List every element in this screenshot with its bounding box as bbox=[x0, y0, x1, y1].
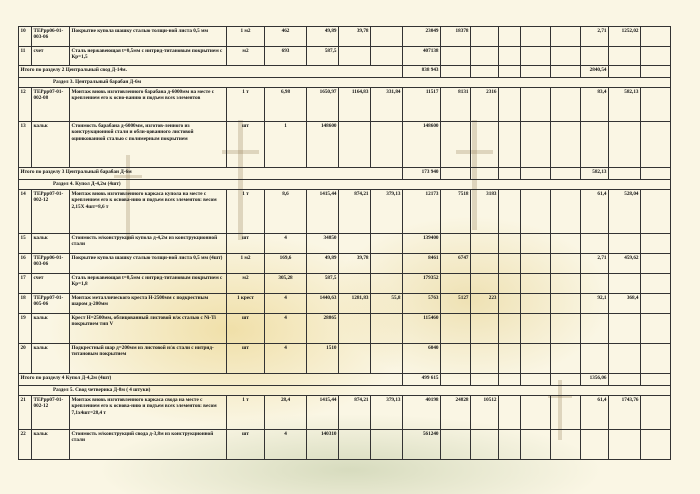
unit: шт bbox=[227, 234, 265, 254]
estimate-table bbox=[18, 26, 671, 460]
empty-cell bbox=[521, 122, 551, 168]
unit-price-machines bbox=[371, 314, 403, 344]
total-cost: 179352 bbox=[403, 274, 441, 294]
rate-code: ТЕРрр07-01-005-06 bbox=[32, 294, 70, 314]
total-labor bbox=[441, 314, 471, 344]
quantity: 4 bbox=[265, 314, 307, 344]
empty-cell bbox=[521, 294, 551, 314]
empty-cell bbox=[521, 168, 551, 180]
work-description: Крест Н=2500мм, облицованный листовой н/ж сталью с Ni-Ti покрытием тип V bbox=[70, 314, 227, 344]
empty-cell bbox=[521, 430, 551, 460]
total-sum: 173 940 bbox=[403, 168, 441, 180]
total-machines: 10512 bbox=[471, 396, 499, 430]
rate-code: ТЕРрр07-01-002-08 bbox=[32, 88, 70, 122]
empty-cell bbox=[551, 122, 581, 168]
total-cost: 8461 bbox=[403, 254, 441, 274]
empty-cell bbox=[521, 396, 551, 430]
labor-rate: 92,1 bbox=[581, 294, 609, 314]
section-header-row bbox=[19, 78, 671, 88]
empty-cell bbox=[521, 66, 551, 78]
unit-price-machines: 55,8 bbox=[371, 294, 403, 314]
unit-price: 140310 bbox=[307, 430, 339, 460]
section-header-row bbox=[19, 180, 671, 190]
total-cost: 11517 bbox=[403, 88, 441, 122]
unit-price-machines: 379,13 bbox=[371, 190, 403, 234]
unit: шт bbox=[227, 430, 265, 460]
empty-cell bbox=[641, 122, 671, 168]
rate-code: ТЕРрр06-01-003-06 bbox=[32, 27, 70, 47]
unit-price: 1510 bbox=[307, 344, 339, 374]
total-other bbox=[499, 396, 521, 430]
empty-cell bbox=[641, 314, 671, 344]
total-sum: 838 943 bbox=[403, 66, 441, 78]
total-sum: 499 615 bbox=[403, 374, 441, 386]
unit: м2 bbox=[227, 47, 265, 66]
unit-price-machines: 331,84 bbox=[371, 88, 403, 122]
total-cost: 40198 bbox=[403, 396, 441, 430]
empty-cell bbox=[441, 374, 471, 386]
total-other bbox=[499, 88, 521, 122]
table-row bbox=[19, 274, 671, 294]
empty-cell bbox=[471, 66, 499, 78]
row-number: 10 bbox=[19, 27, 32, 47]
quantity: 305,28 bbox=[265, 274, 307, 294]
empty-cell bbox=[551, 374, 581, 386]
total-cost: 6040 bbox=[403, 344, 441, 374]
unit-price: 587,5 bbox=[307, 47, 339, 66]
empty-cell bbox=[641, 66, 671, 78]
empty-cell bbox=[441, 168, 471, 180]
labor-rate: 2,71 bbox=[581, 254, 609, 274]
labor-total: 1743,76 bbox=[609, 396, 641, 430]
unit-price: 1415,44 bbox=[307, 190, 339, 234]
unit: шт bbox=[227, 344, 265, 374]
empty-cell bbox=[551, 88, 581, 122]
rate-code: ТЕРрр06-01-003-06 bbox=[32, 254, 70, 274]
unit-price-labor bbox=[339, 430, 371, 460]
work-description: Монтаж металлического креста Н-2500мм с подкрестным шаром д-200мм bbox=[70, 294, 227, 314]
labor-rate bbox=[581, 344, 609, 374]
row-number: 11 bbox=[19, 47, 32, 66]
total-machines bbox=[471, 344, 499, 374]
empty-cell bbox=[499, 374, 521, 386]
labor-total: 1252,02 bbox=[609, 27, 641, 47]
empty-cell bbox=[551, 430, 581, 460]
empty-cell bbox=[521, 234, 551, 254]
row-number: 19 bbox=[19, 314, 32, 344]
table-row bbox=[19, 88, 671, 122]
total-wage: 1356,06 bbox=[581, 374, 609, 386]
total-cost: 23049 bbox=[403, 27, 441, 47]
empty-cell bbox=[521, 27, 551, 47]
total-label: Итого по разделу 2 Центральный свод Д-14м. bbox=[19, 66, 403, 78]
unit-price: 1415,44 bbox=[307, 396, 339, 430]
empty-cell bbox=[609, 66, 641, 78]
empty-cell bbox=[521, 190, 551, 234]
rate-code: кальк bbox=[32, 314, 70, 344]
empty-cell bbox=[641, 88, 671, 122]
empty-cell bbox=[471, 374, 499, 386]
quantity: 6,98 bbox=[265, 88, 307, 122]
empty-cell bbox=[471, 168, 499, 180]
empty-cell bbox=[441, 66, 471, 78]
row-number: 15 bbox=[19, 234, 32, 254]
quantity: 693 bbox=[265, 47, 307, 66]
empty-cell bbox=[521, 254, 551, 274]
labor-rate bbox=[581, 314, 609, 344]
total-machines bbox=[471, 27, 499, 47]
total-labor: 6747 bbox=[441, 254, 471, 274]
unit: 1 м2 bbox=[227, 254, 265, 274]
empty-cell bbox=[641, 254, 671, 274]
unit-price-labor: 39,78 bbox=[339, 27, 371, 47]
empty-cell bbox=[551, 314, 581, 344]
labor-total bbox=[609, 314, 641, 344]
total-labor bbox=[441, 122, 471, 168]
rate-code: счет bbox=[32, 47, 70, 66]
unit-price-labor: 39,78 bbox=[339, 254, 371, 274]
total-other bbox=[499, 27, 521, 47]
unit-price-machines bbox=[371, 122, 403, 168]
rate-code: кальк bbox=[32, 122, 70, 168]
table-row bbox=[19, 344, 671, 374]
work-description: Сталь нержавеющая t=0,5мм с нитрид-титановым покрытием с Кр=1,5 bbox=[70, 47, 227, 66]
unit-price-labor bbox=[339, 234, 371, 254]
total-labor bbox=[441, 47, 471, 66]
empty-cell bbox=[521, 374, 551, 386]
total-machines bbox=[471, 234, 499, 254]
unit-price: 148600 bbox=[307, 122, 339, 168]
labor-rate bbox=[581, 122, 609, 168]
unit-price: 587,5 bbox=[307, 274, 339, 294]
total-machines bbox=[471, 274, 499, 294]
total-other bbox=[499, 344, 521, 374]
unit-price-labor bbox=[339, 122, 371, 168]
total-machines bbox=[471, 314, 499, 344]
labor-rate bbox=[581, 234, 609, 254]
rate-code: ТЕРрр07-01-002-12 bbox=[32, 396, 70, 430]
work-description: Покрытие купола шашку сталью толщи-ной листа 0,5 мм (4шт) bbox=[70, 254, 227, 274]
section-title: Раздел 5. Свод четверика Д-8м ( 4 штуки) bbox=[19, 386, 671, 396]
empty-cell bbox=[609, 168, 641, 180]
unit: 1 т bbox=[227, 190, 265, 234]
unit-price-machines: 379,13 bbox=[371, 396, 403, 430]
table-row bbox=[19, 234, 671, 254]
empty-cell bbox=[641, 430, 671, 460]
quantity: 8,6 bbox=[265, 190, 307, 234]
total-other bbox=[499, 47, 521, 66]
work-description: Сталь нержавеющая t=0,5мм с нитрид-титановым покрытием с Кр=1,8 bbox=[70, 274, 227, 294]
row-number: 18 bbox=[19, 294, 32, 314]
empty-cell bbox=[521, 47, 551, 66]
labor-total bbox=[609, 274, 641, 294]
total-machines bbox=[471, 122, 499, 168]
unit: шт bbox=[227, 314, 265, 344]
rate-code: кальк bbox=[32, 344, 70, 374]
work-description: Покрытие купола шашку сталью толщи-ной листа 0,5 мм bbox=[70, 27, 227, 47]
unit-price: 49,89 bbox=[307, 27, 339, 47]
unit-price: 49,89 bbox=[307, 254, 339, 274]
empty-cell bbox=[641, 190, 671, 234]
row-number: 20 bbox=[19, 344, 32, 374]
empty-cell bbox=[551, 190, 581, 234]
unit-price: 1440,63 bbox=[307, 294, 339, 314]
empty-cell bbox=[551, 27, 581, 47]
section-title: Раздел 4. Купол Д-4,2м (4шт) bbox=[19, 180, 671, 190]
total-cost: 115460 bbox=[403, 314, 441, 344]
total-labor: 18378 bbox=[441, 27, 471, 47]
work-description: Монтаж вновь изготовленного барабана д-6000мм на месте с креплением его к осно-ванию и подъем всех элементов bbox=[70, 88, 227, 122]
work-description: Стоимость м/конструкций свода д-3,8м из конструкционной стали bbox=[70, 430, 227, 460]
empty-cell bbox=[641, 27, 671, 47]
section-title: Раздел 3. Центральный барабан Д-6м bbox=[19, 78, 671, 88]
total-labor bbox=[441, 430, 471, 460]
table-row bbox=[19, 27, 671, 47]
total-cost: 407138 bbox=[403, 47, 441, 66]
unit-price-labor bbox=[339, 314, 371, 344]
unit-price-machines bbox=[371, 430, 403, 460]
rate-code: кальк bbox=[32, 234, 70, 254]
unit-price-labor: 874,21 bbox=[339, 190, 371, 234]
labor-rate: 83,4 bbox=[581, 88, 609, 122]
unit: 1 м2 bbox=[227, 27, 265, 47]
labor-total bbox=[609, 122, 641, 168]
total-machines bbox=[471, 254, 499, 274]
labor-total: 528,04 bbox=[609, 190, 641, 234]
quantity: 169,6 bbox=[265, 254, 307, 274]
empty-cell bbox=[609, 374, 641, 386]
total-labor bbox=[441, 234, 471, 254]
total-labor: 8131 bbox=[441, 88, 471, 122]
rate-code: ТЕРрр07-01-002-12 bbox=[32, 190, 70, 234]
labor-total bbox=[609, 344, 641, 374]
total-other bbox=[499, 274, 521, 294]
empty-cell bbox=[551, 234, 581, 254]
unit-price-labor: 1281,83 bbox=[339, 294, 371, 314]
empty-cell bbox=[499, 66, 521, 78]
labor-rate: 61,4 bbox=[581, 396, 609, 430]
empty-cell bbox=[641, 294, 671, 314]
total-machines: 223 bbox=[471, 294, 499, 314]
unit-price-machines bbox=[371, 47, 403, 66]
table-row bbox=[19, 190, 671, 234]
empty-cell bbox=[551, 254, 581, 274]
total-machines bbox=[471, 47, 499, 66]
labor-total bbox=[609, 234, 641, 254]
section-total-row bbox=[19, 374, 671, 386]
empty-cell bbox=[551, 274, 581, 294]
row-number: 14 bbox=[19, 190, 32, 234]
unit-price-labor bbox=[339, 344, 371, 374]
labor-rate bbox=[581, 47, 609, 66]
row-number: 12 bbox=[19, 88, 32, 122]
empty-cell bbox=[521, 88, 551, 122]
total-label: Итого по разделу 4 Купол Д-4,2м (4шт) bbox=[19, 374, 403, 386]
total-machines bbox=[471, 430, 499, 460]
unit-price: 34850 bbox=[307, 234, 339, 254]
empty-cell bbox=[641, 344, 671, 374]
work-description: Подкрестный шар д=200мм из листовой н/ж стали с нитрид-титановым покрытием bbox=[70, 344, 227, 374]
row-number: 16 bbox=[19, 254, 32, 274]
empty-cell bbox=[551, 168, 581, 180]
total-wage: 2840,54 bbox=[581, 66, 609, 78]
quantity: 4 bbox=[265, 344, 307, 374]
total-cost: 12173 bbox=[403, 190, 441, 234]
labor-rate bbox=[581, 274, 609, 294]
labor-rate bbox=[581, 430, 609, 460]
section-total-row bbox=[19, 66, 671, 78]
unit: 1 крест bbox=[227, 294, 265, 314]
total-other bbox=[499, 294, 521, 314]
row-number: 21 bbox=[19, 396, 32, 430]
unit: шт bbox=[227, 122, 265, 168]
total-label: Итого по разделу 3 Центральный барабан Д-6м bbox=[19, 168, 403, 180]
empty-cell bbox=[521, 274, 551, 294]
quantity: 4 bbox=[265, 294, 307, 314]
empty-cell bbox=[641, 47, 671, 66]
row-number: 17 bbox=[19, 274, 32, 294]
unit-price-labor: 874,21 bbox=[339, 396, 371, 430]
total-machines: 2316 bbox=[471, 88, 499, 122]
total-other bbox=[499, 190, 521, 234]
unit-price-machines bbox=[371, 27, 403, 47]
empty-cell bbox=[551, 294, 581, 314]
empty-cell bbox=[551, 66, 581, 78]
table-row bbox=[19, 430, 671, 460]
empty-cell bbox=[641, 274, 671, 294]
total-machines: 3183 bbox=[471, 190, 499, 234]
work-description: Стоимость барабана д-6000мм, изготов-ленного из конструкционной стали и обли-цованного листовой оцинкованной сталью с полимерным покрытием bbox=[70, 122, 227, 168]
row-number: 22 bbox=[19, 430, 32, 460]
work-description: Монтаж вновь изготовленного каркаса свода на месте с креплением его к основа-нию и подъем всех элементов: весом 7,1х4шт=28,4 т bbox=[70, 396, 227, 430]
empty-cell bbox=[499, 168, 521, 180]
empty-cell bbox=[641, 374, 671, 386]
quantity: 4 bbox=[265, 430, 307, 460]
section-total-row bbox=[19, 168, 671, 180]
table-row bbox=[19, 314, 671, 344]
total-cost: 5763 bbox=[403, 294, 441, 314]
total-other bbox=[499, 254, 521, 274]
total-other bbox=[499, 430, 521, 460]
unit: м2 bbox=[227, 274, 265, 294]
total-labor bbox=[441, 274, 471, 294]
unit-price: 28865 bbox=[307, 314, 339, 344]
unit: 1 т bbox=[227, 396, 265, 430]
quantity: 462 bbox=[265, 27, 307, 47]
total-wage: 582,13 bbox=[581, 168, 609, 180]
table-row bbox=[19, 122, 671, 168]
labor-total: 582,13 bbox=[609, 88, 641, 122]
labor-total bbox=[609, 47, 641, 66]
unit-price-labor bbox=[339, 47, 371, 66]
total-labor: 24828 bbox=[441, 396, 471, 430]
empty-cell bbox=[521, 314, 551, 344]
empty-cell bbox=[641, 168, 671, 180]
unit-price-machines bbox=[371, 344, 403, 374]
table-row bbox=[19, 294, 671, 314]
quantity: 4 bbox=[265, 234, 307, 254]
empty-cell bbox=[551, 47, 581, 66]
table-row bbox=[19, 47, 671, 66]
total-cost: 148600 bbox=[403, 122, 441, 168]
empty-cell bbox=[551, 344, 581, 374]
rate-code: счет bbox=[32, 274, 70, 294]
unit: 1 т bbox=[227, 88, 265, 122]
labor-rate: 2,71 bbox=[581, 27, 609, 47]
labor-total bbox=[609, 430, 641, 460]
unit-price-machines bbox=[371, 254, 403, 274]
labor-rate: 61,4 bbox=[581, 190, 609, 234]
table-row bbox=[19, 254, 671, 274]
labor-total: 368,4 bbox=[609, 294, 641, 314]
total-labor: 7518 bbox=[441, 190, 471, 234]
empty-cell bbox=[521, 344, 551, 374]
section-header-row bbox=[19, 386, 671, 396]
total-other bbox=[499, 314, 521, 344]
quantity: 1 bbox=[265, 122, 307, 168]
labor-total: 459,62 bbox=[609, 254, 641, 274]
total-labor: 5127 bbox=[441, 294, 471, 314]
work-description: Стоимость м/конструкций купола д-4,2м из конструкционной стали bbox=[70, 234, 227, 254]
total-other bbox=[499, 234, 521, 254]
unit-price-labor: 1164,83 bbox=[339, 88, 371, 122]
total-cost: 139400 bbox=[403, 234, 441, 254]
table-row bbox=[19, 396, 671, 430]
empty-cell bbox=[641, 234, 671, 254]
work-description: Монтаж вновь изготовленного каркаса купола на месте с креплением его к основа-нию и подъем всех элементов: весом 2,15Х 4шт=8,6 т bbox=[70, 190, 227, 234]
total-labor bbox=[441, 344, 471, 374]
unit-price: 1650,97 bbox=[307, 88, 339, 122]
unit-price-machines bbox=[371, 274, 403, 294]
unit-price-labor bbox=[339, 274, 371, 294]
unit-price-machines bbox=[371, 234, 403, 254]
empty-cell bbox=[641, 396, 671, 430]
total-other bbox=[499, 122, 521, 168]
empty-cell bbox=[551, 396, 581, 430]
total-cost: 561240 bbox=[403, 430, 441, 460]
rate-code: кальк bbox=[32, 430, 70, 460]
row-number: 13 bbox=[19, 122, 32, 168]
quantity: 28,4 bbox=[265, 396, 307, 430]
